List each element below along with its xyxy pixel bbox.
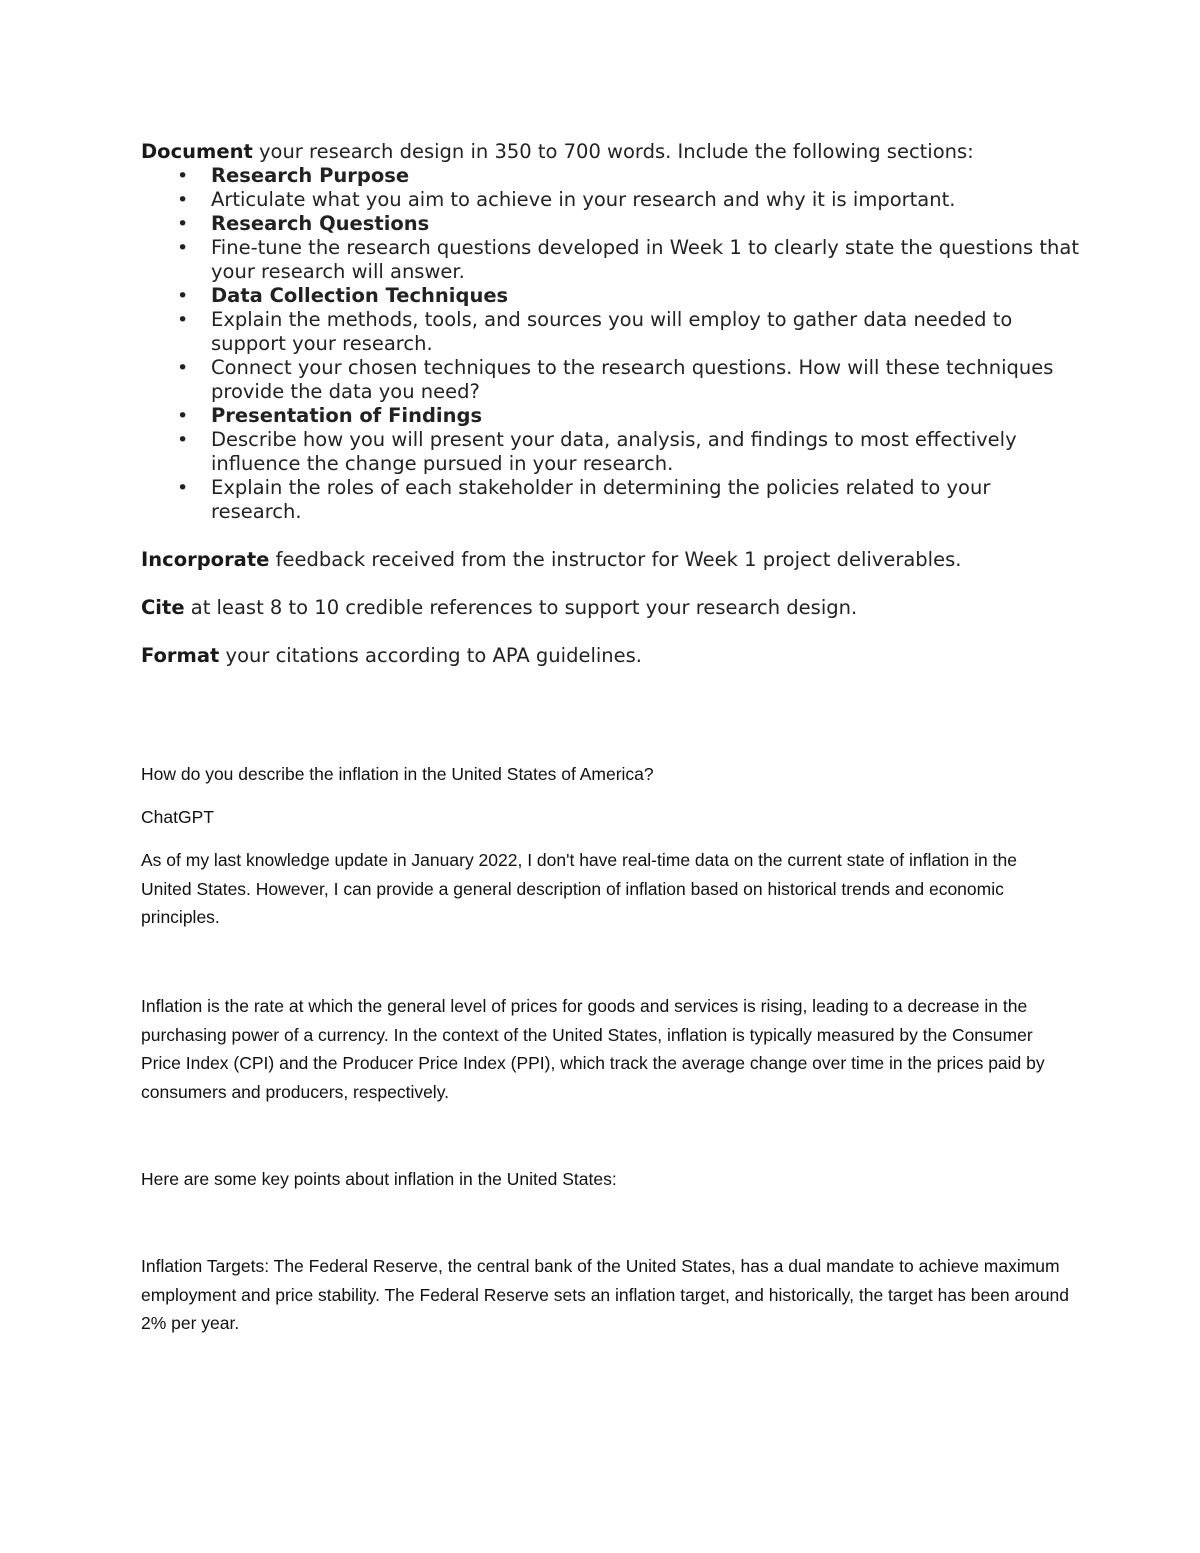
chat-paragraph-1 — [141, 846, 1071, 932]
bullet-heading-research-purpose: Research Purpose — [211, 164, 410, 187]
incorporate-text: feedback received from the instructor for Week 1 project deliverables. — [269, 548, 962, 571]
bullet-text: Articulate what you aim to achieve in your research and why it is important. — [211, 188, 956, 211]
chat-paragraph-2 — [141, 992, 1071, 1106]
bullet-heading-presentation-of-findings: Presentation of Findings — [211, 404, 483, 427]
bullet-icon: • — [177, 165, 189, 187]
bullet-icon: • — [177, 405, 189, 427]
bullet-icon: • — [177, 285, 189, 307]
intro-text: your research design in 350 to 700 words. Include the following sections: — [252, 140, 974, 163]
bullet-text: Describe how you will present your data, analysis, and findings to most effectively influence the change pursued in your research. — [211, 428, 1017, 475]
format-bold-word: Format — [141, 644, 220, 667]
cite-paragraph — [141, 596, 1081, 620]
bullet-icon: • — [177, 237, 189, 259]
bullet-icon: • — [177, 477, 189, 499]
bullet-text: Connect your chosen techniques to the research questions. How will these techniques provide the data you need? — [211, 356, 1054, 403]
paragraph-text: Here are some key points about inflation in the United States: — [141, 1169, 617, 1189]
intro-line — [141, 140, 1081, 164]
paragraph-rest: The Federal Reserve, the central bank of the United States, has a dual mandate to achieve maximum employment and price stability. The Federal Reserve sets an inflation target, and historically, the target has been around 2% per year. — [141, 1256, 1070, 1333]
bullet-item — [141, 404, 1081, 428]
cite-bold-word: Cite — [141, 596, 185, 619]
paragraph-text — [141, 1252, 1071, 1338]
bullet-item — [141, 188, 1081, 212]
chat-paragraph-3 — [141, 1165, 1071, 1194]
bullet-icon: • — [177, 357, 189, 379]
bullet-text: Explain the roles of each stakeholder in determining the policies related to your research. — [211, 476, 991, 523]
bullet-item — [141, 236, 1081, 284]
bullet-item — [141, 284, 1081, 308]
bullet-text: Fine-tune the research questions developed in Week 1 to clearly state the questions that your research will answer. — [211, 236, 1079, 283]
format-text: your citations according to APA guidelines. — [219, 644, 643, 667]
bullet-icon: • — [177, 309, 189, 331]
format-paragraph — [141, 644, 1081, 668]
chat-paragraph-4 — [141, 1252, 1071, 1338]
chat-source-label — [141, 803, 1071, 832]
paragraph-text: As of my last knowledge update in January 2022, I don't have real-time data on the current state of inflation in the United States. However, I can provide a general description of inflation based on historical trends and economic principles. — [141, 850, 1017, 927]
paragraph-text: Inflation is the rate at which the general level of prices for goods and services is rising, leading to a decrease in the purchasing power of a currency. In the context of the United States, inflation is typically measured by the Consumer Price Index (CPI) and the Producer Price Index (PPI), which track the average change over time in the prices paid by consumers and producers, respectively. — [141, 996, 1045, 1102]
bullet-item — [141, 356, 1081, 404]
bullet-heading-research-questions: Research Questions — [211, 212, 430, 235]
bullet-text: Explain the methods, tools, and sources you will employ to gather data needed to support your research. — [211, 308, 1013, 355]
assignment-instructions — [141, 140, 1081, 668]
bullet-item — [141, 476, 1081, 524]
bullet-icon: • — [177, 429, 189, 451]
section-bullet-list — [141, 164, 1081, 524]
bullet-item — [141, 164, 1081, 188]
incorporate-bold-word: Incorporate — [141, 548, 270, 571]
bullet-item — [141, 212, 1081, 236]
bullet-icon: • — [177, 189, 189, 211]
source-text: ChatGPT — [141, 807, 214, 827]
cite-text: at least 8 to 10 credible references to support your research design. — [184, 596, 858, 619]
incorporate-paragraph — [141, 548, 1081, 572]
bullet-icon: • — [177, 213, 189, 235]
chat-question — [141, 760, 1071, 789]
bullet-item — [141, 308, 1081, 356]
question-text: How do you describe the inflation in the United States of America? — [141, 764, 654, 784]
bullet-item — [141, 428, 1081, 476]
paragraph-lead: Inflation Targets: — [141, 1256, 270, 1276]
intro-bold-word: Document — [141, 140, 253, 163]
bullet-heading-data-collection: Data Collection Techniques — [211, 284, 509, 307]
